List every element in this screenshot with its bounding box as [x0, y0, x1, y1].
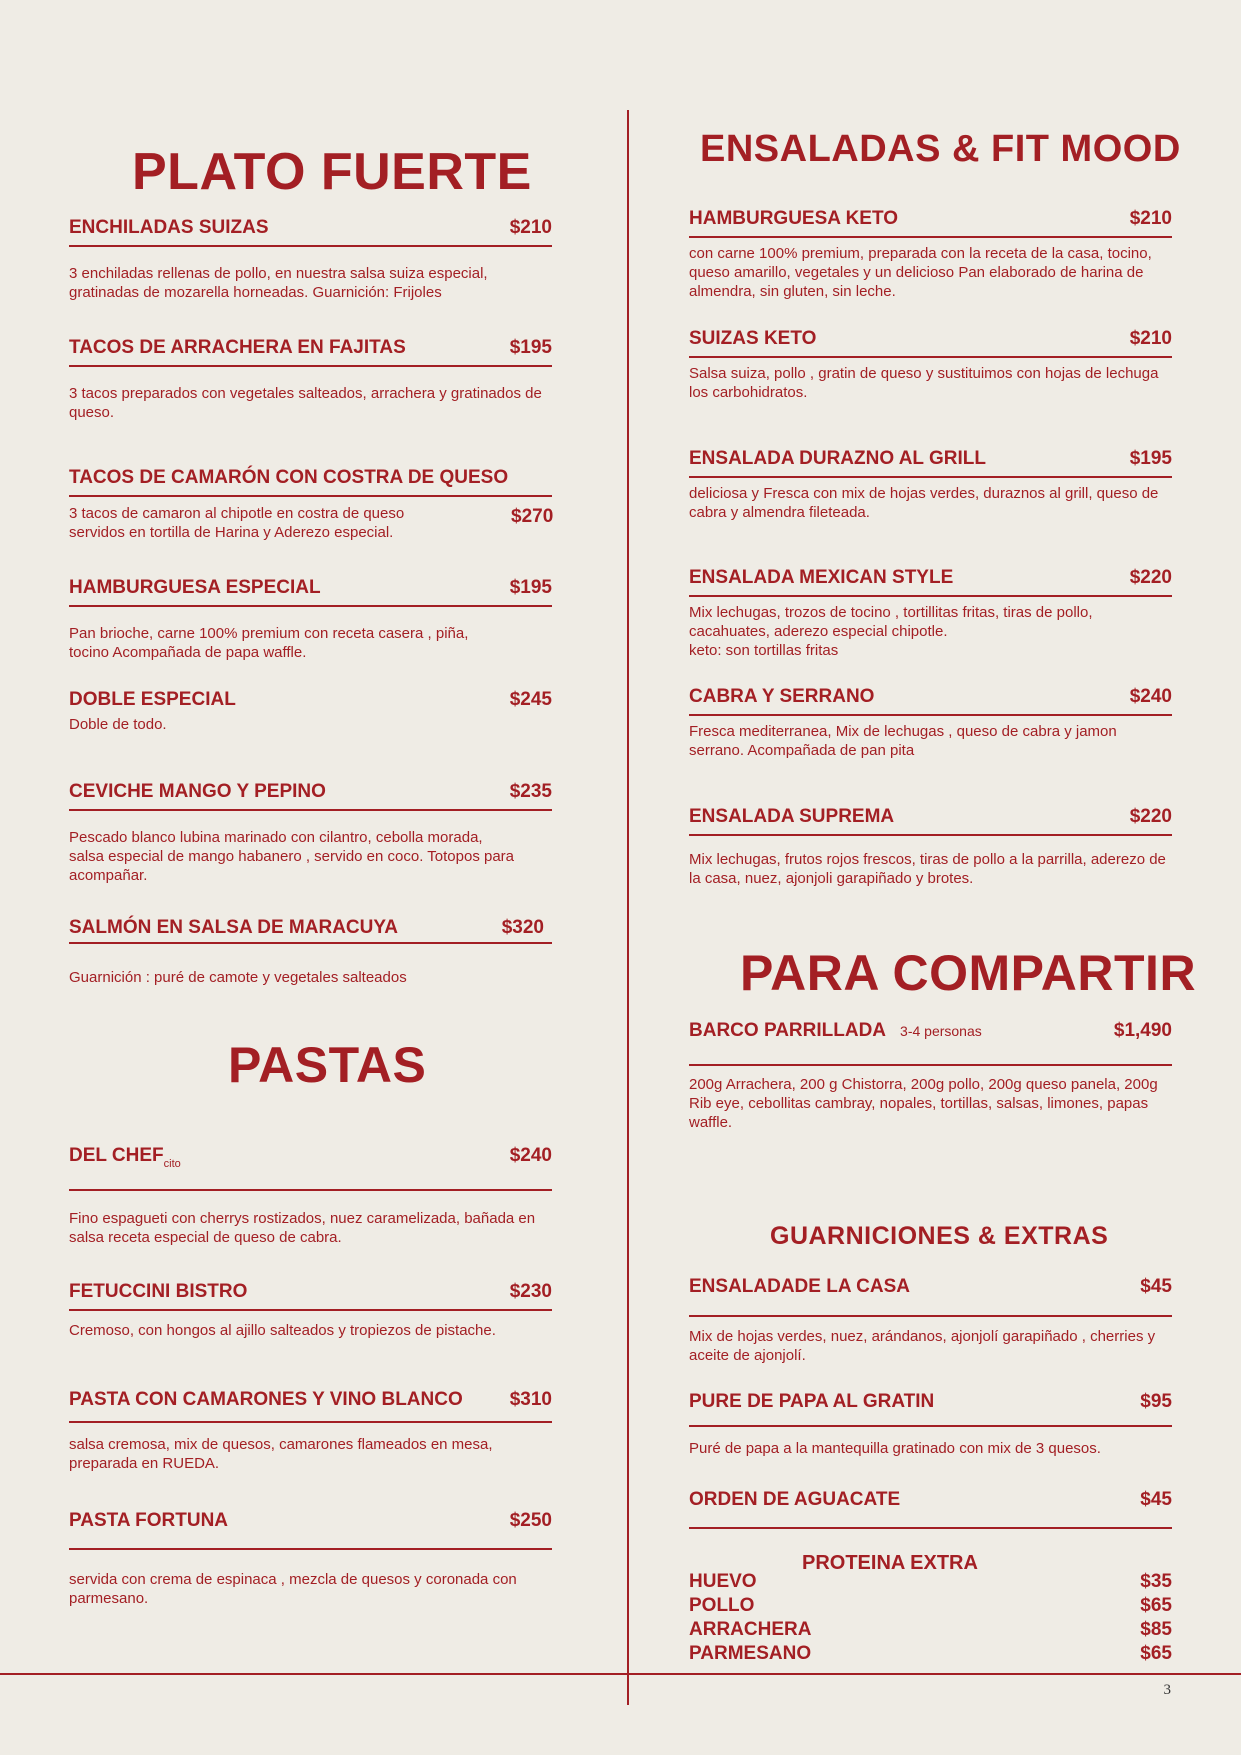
item-name: SALMÓN EN SALSA DE MARACUYA [69, 917, 399, 938]
section-title-pastas: PASTAS [228, 1037, 427, 1093]
section-title-ensaladas: ENSALADAS & FIT MOOD [700, 128, 1181, 170]
menu-item [689, 686, 1172, 760]
item-price: $240 [509, 1145, 552, 1166]
menu-item [689, 1276, 1172, 1365]
item-name: ENSALADADE LA CASA [689, 1276, 910, 1297]
item-description: Doble de todo. [69, 716, 167, 733]
item-price: $1,490 [1113, 1020, 1172, 1041]
protein-row [689, 1594, 1172, 1618]
protein-name: ARRACHERA [689, 1619, 812, 1640]
item-note: keto: son tortillas fritas [689, 642, 839, 659]
item-description: Mix de hojas verdes, nuez, arándanos, ajonjolí garapiñado , cherries y aceite de ajonjolí. [689, 1328, 1156, 1364]
item-price: $210 [509, 217, 552, 238]
item-price: $195 [1129, 448, 1172, 469]
item-name: TACOS DE ARRACHERA EN FAJITAS [69, 337, 406, 358]
section-title-para-compartir: PARA COMPARTIR [740, 945, 1197, 1001]
item-price: $270 [511, 506, 554, 527]
item-price: $320 [501, 917, 544, 938]
menu-item [689, 806, 1172, 888]
footer-rule [0, 1673, 1241, 1675]
menu-item [689, 328, 1172, 402]
item-people: 3-4 personas [900, 1023, 982, 1039]
item-description: deliciosa y Fresca con mix de hojas verdes, duraznos al grill, queso de cabra y almendra fileteada. [689, 485, 1159, 521]
protein-row [689, 1570, 1172, 1594]
item-price: $230 [509, 1281, 552, 1302]
item-price: $220 [1129, 567, 1172, 588]
item-description: 200g Arrachera, 200 g Chistorra, 200g pollo, 200g queso panela, 200g Rib eye, cebollitas cambray, nopales, tortillas, salsas, limones, papas waffle. [689, 1076, 1158, 1131]
protein-list [689, 1570, 1172, 1666]
item-description: Puré de papa a la mantequilla gratinado con mix de 3 quesos. [689, 1440, 1101, 1457]
protein-name: PARMESANO [689, 1643, 812, 1664]
item-name: HAMBURGUESA ESPECIAL [69, 577, 321, 598]
item-name: HAMBURGUESA KETO [689, 208, 899, 229]
section-title-proteina-extra: PROTEINA EXTRA [802, 1552, 978, 1574]
item-description: Salsa suiza, pollo , gratin de queso y sustituimos con hojas de lechuga los carbohidratos. [689, 365, 1159, 401]
item-price: $210 [1129, 328, 1172, 349]
protein-price: $65 [1140, 1643, 1172, 1664]
item-description: Pescado blanco lubina marinado con cilantro, cebolla morada, salsa especial de mango habanero , servido en coco. Totopos para acompañar. [69, 829, 515, 884]
item-description: 3 tacos preparados con vegetales salteados, arrachera y gratinados de queso. [69, 385, 542, 421]
item-name: BARCO PARRILLADA 3-4 personas [689, 1020, 982, 1041]
item-price: $220 [1129, 806, 1172, 827]
item-name: ENSALADA DURAZNO AL GRILL [689, 448, 986, 469]
menu-item [69, 467, 552, 542]
menu-item [689, 208, 1172, 301]
item-description: 3 tacos de camaron al chipotle en costra de queso servidos en tortilla de Harina y Aderezo especial. [69, 505, 405, 541]
item-name: SUIZAS KETO [689, 328, 817, 349]
page-number: 3 [1163, 1682, 1171, 1698]
menu-item [69, 781, 552, 885]
item-name: ORDEN DE AGUACATE [689, 1489, 901, 1510]
item-price: $45 [1140, 1489, 1172, 1510]
item-price: $210 [1129, 208, 1172, 229]
menu-item [69, 917, 552, 987]
item-name: PASTA CON CAMARONES Y VINO BLANCO [69, 1389, 463, 1410]
item-name: ENCHILADAS SUIZAS [69, 217, 269, 238]
item-name: DEL $CHEF_{cito}$ [69, 1145, 181, 1170]
item-price: $195 [509, 337, 552, 358]
item-price: $240 [1129, 686, 1172, 707]
menu-item [69, 577, 552, 662]
menu-item [69, 217, 552, 302]
menu-item [69, 1281, 552, 1340]
protein-price: $85 [1140, 1619, 1172, 1640]
column-divider [627, 110, 629, 1705]
menu-item [69, 1389, 552, 1473]
item-description: Mix lechugas, trozos de tocino , tortillitas fritas, tiras de pollo, cacahuates, aderezo especial chipotle. [689, 604, 1093, 640]
menu-item [69, 1510, 552, 1608]
item-price: $235 [509, 781, 552, 802]
item-name: CABRA Y SERRANO [689, 686, 875, 707]
item-description: salsa cremosa, mix de quesos, camarones flameados en mesa, preparada en RUEDA. [69, 1436, 493, 1472]
item-name-sub: cito [163, 1158, 181, 1170]
item-name: ENSALADA SUPREMA [689, 806, 895, 827]
protein-price: $65 [1140, 1595, 1172, 1616]
item-name: TACOS DE CAMARÓN CON COSTRA DE QUESO [69, 467, 509, 488]
section-title-plato-fuerte: PLATO FUERTE [132, 143, 532, 201]
item-price: $45 [1140, 1276, 1172, 1297]
protein-row [689, 1618, 1172, 1642]
item-description: 3 enchiladas rellenas de pollo, en nuestra salsa suiza especial, gratinadas de mozarella horneadas. Guarnición: Frijoles [69, 265, 488, 301]
menu-item [689, 1489, 1172, 1529]
item-description: Guarnición : puré de camote y vegetales salteados [69, 969, 407, 986]
menu-item [689, 1020, 1172, 1132]
item-price: $245 [509, 689, 552, 710]
item-name: DOBLE ESPECIAL [69, 689, 236, 710]
item-price: $95 [1140, 1391, 1172, 1412]
menu-item [69, 689, 552, 734]
item-price: $310 [509, 1389, 552, 1410]
protein-name: POLLO [689, 1595, 755, 1616]
menu-item [689, 448, 1172, 522]
menu-item [69, 1145, 552, 1247]
section-title-guarniciones: GUARNICIONES & EXTRAS [770, 1222, 1109, 1250]
protein-price: $35 [1140, 1571, 1172, 1592]
item-description: Pan brioche, carne 100% premium con receta casera , piña, tocino Acompañada de papa waffle. [69, 625, 469, 661]
item-price: $250 [509, 1510, 552, 1531]
item-description: servida con crema de espinaca , mezcla de quesos y coronada con parmesano. [69, 1571, 517, 1607]
menu-item [689, 567, 1172, 660]
protein-name: HUEVO [689, 1571, 757, 1592]
item-name: PURE DE PAPA AL GRATIN [689, 1391, 935, 1412]
item-name: CEVICHE MANGO Y PEPINO [69, 781, 326, 802]
item-description: Mix lechugas, frutos rojos frescos, tiras de pollo a la parrilla, aderezo de la casa, nuez, ajonjoli garapiñado y brotes. [689, 851, 1166, 887]
protein-row [689, 1642, 1172, 1666]
item-description: Cremoso, con hongos al ajillo salteados y tropiezos de pistache. [69, 1322, 496, 1339]
item-price: $195 [509, 577, 552, 598]
item-description: con carne 100% premium, preparada con la receta de la casa, tocino, queso amarillo, vegetales y un delicioso Pan elaborado de harina de almendra, sin gluten, sin leche. [689, 245, 1152, 300]
item-description: Fresca mediterranea, Mix de lechugas , queso de cabra y jamon serrano. Acompañada de pan pita [689, 723, 1117, 759]
item-name: FETUCCINI BISTRO [69, 1281, 248, 1302]
item-description: Fino espagueti con cherrys rostizados, nuez caramelizada, bañada en salsa receta especial de queso de cabra. [69, 1210, 536, 1246]
menu-item [689, 1391, 1172, 1458]
menu-item [69, 337, 552, 422]
item-name: ENSALADA MEXICAN STYLE [689, 567, 954, 588]
item-name: PASTA FORTUNA [69, 1510, 229, 1531]
